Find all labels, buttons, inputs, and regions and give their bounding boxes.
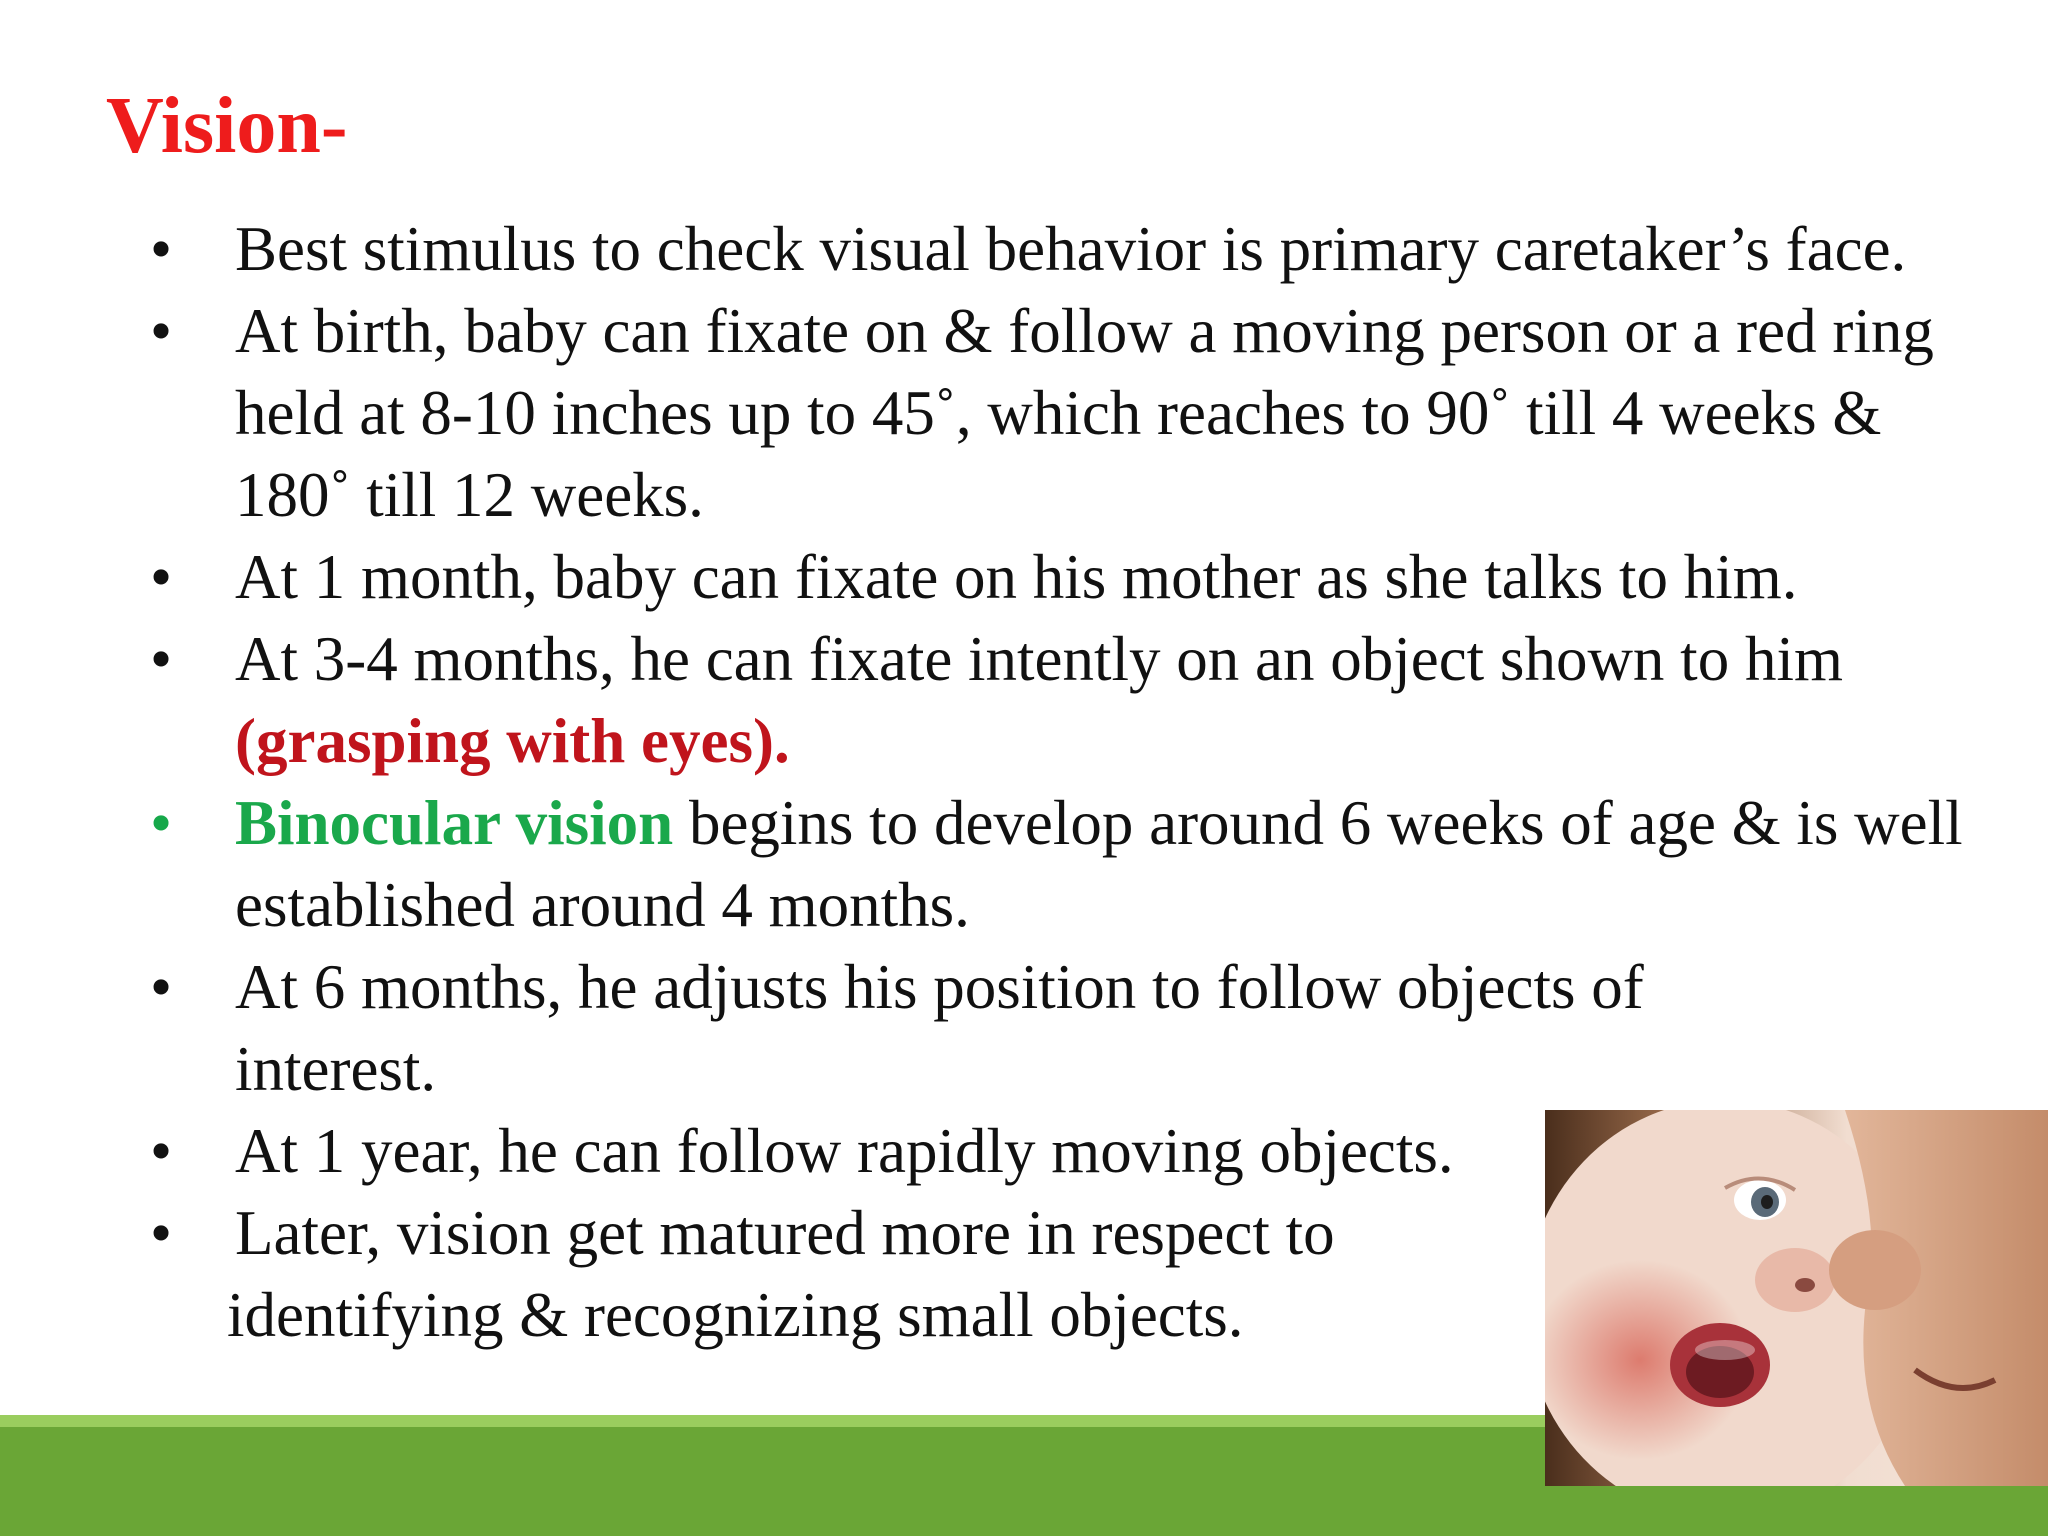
slide-title: Vision- <box>106 82 348 170</box>
bullet-icon: • <box>150 214 173 284</box>
bullet-icon: • <box>150 542 173 612</box>
highlight-text-green: Binocular vision <box>235 788 674 858</box>
list-item <box>150 618 2000 782</box>
bullet-text: At 1 year, he can follow rapidly moving objects. <box>235 1116 1454 1186</box>
list-item <box>150 782 2000 946</box>
list-item <box>150 946 2000 1110</box>
baby-and-mother-photo-icon <box>1545 1110 2048 1486</box>
list-item <box>150 208 2000 290</box>
photo-illustration <box>1545 1110 2048 1486</box>
list-item <box>150 290 2000 536</box>
highlight-text-red: (grasping with eyes). <box>235 706 790 776</box>
bullet-text-line2: identifying & recognizing small objects. <box>227 1280 1244 1350</box>
bullet-icon: • <box>150 1116 173 1186</box>
bullet-icon: • <box>150 1198 173 1268</box>
bullet-icon: • <box>150 788 173 858</box>
list-item <box>150 536 2000 618</box>
bullet-text: At birth, baby can fixate on & follow a moving person or a red ring held at 8-10 inches up to 45˚, which reaches to 90˚ till 4 weeks & 180˚ till 12 weeks. <box>235 296 1934 530</box>
bullet-text: Best stimulus to check visual behavior is primary caretaker’s face. <box>235 214 1907 284</box>
bullet-icon: • <box>150 296 173 366</box>
bullet-text: At 6 months, he adjusts his position to follow objects of interest. <box>235 952 1644 1104</box>
bullet-icon: • <box>150 952 173 1022</box>
bullet-text: At 1 month, baby can fixate on his mother as she talks to him. <box>235 542 1798 612</box>
bullet-icon: • <box>150 624 173 694</box>
bullet-text-line1: Later, vision get matured more in respect to <box>235 1198 1335 1268</box>
bullet-text: At 3-4 months, he can fixate intently on an object shown to him <box>235 624 1843 694</box>
bullet-text: begins to develop around 6 weeks of age & is well established around 4 months. <box>235 788 1963 940</box>
